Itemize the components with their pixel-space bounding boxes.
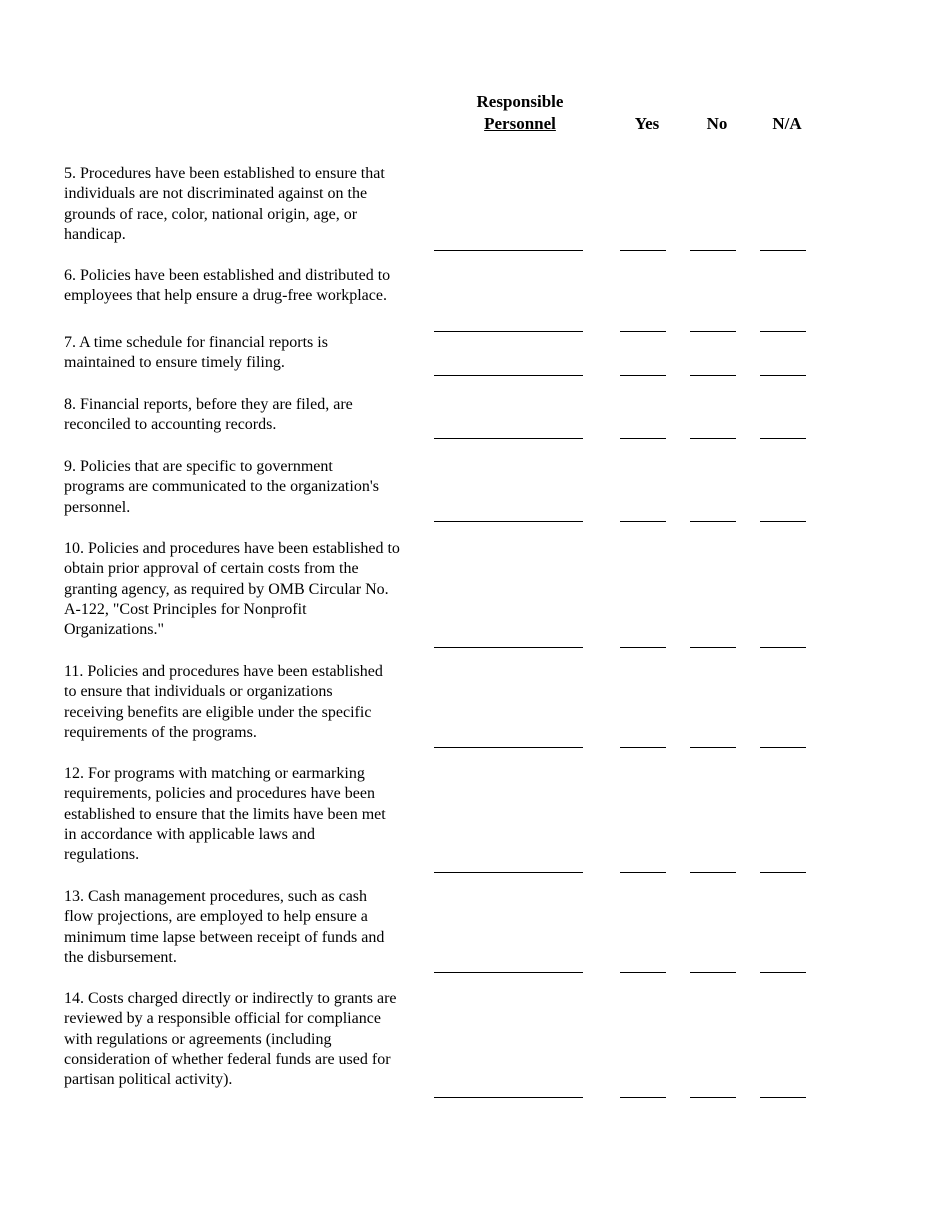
checklist-item-12: 12. For programs with matching or earmarking requirements, policies and procedures have been established to ensure that the limits have been met in accordance with applicable laws and regulations. [64,765,386,864]
yes-line-12[interactable] [620,872,666,873]
yes-line-6[interactable] [620,331,666,332]
no-line-6[interactable] [690,331,736,332]
yes-line-9[interactable] [620,521,666,522]
checklist-item-6: 6. Policies have been established and distributed to employees that help ensure a drug-free workplace. [64,267,391,305]
responsible-line-14[interactable] [434,1097,583,1098]
responsible-line-9[interactable] [434,521,583,522]
no-line-7[interactable] [690,375,736,376]
responsible-line-13[interactable] [434,972,583,973]
yes-line-7[interactable] [620,375,666,376]
checklist-item-8: 8. Financial reports, before they are filed, are reconciled to accounting records. [64,396,353,434]
responsible-line-6[interactable] [434,331,583,332]
na-line-14[interactable] [760,1097,806,1098]
no-line-5[interactable] [690,250,736,251]
header-na: N/A [772,114,802,133]
no-line-12[interactable] [690,872,736,873]
responsible-line-5[interactable] [434,250,583,251]
responsible-line-8[interactable] [434,438,583,439]
na-line-13[interactable] [760,972,806,973]
checklist-item-7: 7. A time schedule for financial reports is maintained to ensure timely filing. [64,334,328,372]
na-line-9[interactable] [760,521,806,522]
na-line-8[interactable] [760,438,806,439]
checklist-item-14: 14. Costs charged directly or indirectly to grants are reviewed by a responsible official for compliance with regulations or agreements (including consideration of whether federal funds are used for partisan political activity). [64,990,397,1089]
responsible-line-7[interactable] [434,375,583,376]
no-line-14[interactable] [690,1097,736,1098]
yes-line-8[interactable] [620,438,666,439]
responsible-line-11[interactable] [434,747,583,748]
na-line-12[interactable] [760,872,806,873]
na-line-7[interactable] [760,375,806,376]
no-line-11[interactable] [690,747,736,748]
no-line-9[interactable] [690,521,736,522]
yes-line-5[interactable] [620,250,666,251]
header-yes: Yes [634,114,660,133]
yes-line-10[interactable] [620,647,666,648]
header-responsible-personnel [458,91,582,135]
na-line-11[interactable] [760,747,806,748]
yes-line-13[interactable] [620,972,666,973]
header-no: No [706,114,728,133]
responsible-line-12[interactable] [434,872,583,873]
header-responsible-line1: Responsible [476,92,564,111]
na-line-6[interactable] [760,331,806,332]
na-line-5[interactable] [760,250,806,251]
yes-line-11[interactable] [620,747,666,748]
responsible-line-10[interactable] [434,647,583,648]
checklist-item-13: 13. Cash management procedures, such as cash flow projections, are employed to help ensure a minimum time lapse between receipt of funds and the disbursement. [64,888,385,966]
no-line-10[interactable] [690,647,736,648]
na-line-10[interactable] [760,647,806,648]
checklist-item-9: 9. Policies that are specific to government programs are communicated to the organization's personnel. [64,458,379,516]
header-responsible-line2: Personnel [484,114,556,133]
checklist-item-11: 11. Policies and procedures have been established to ensure that individuals or organizations receiving benefits are eligible under the specific requirements of the programs. [64,663,383,741]
no-line-13[interactable] [690,972,736,973]
no-line-8[interactable] [690,438,736,439]
checklist-item-10: 10. Policies and procedures have been established to obtain prior approval of certain costs from the granting agency, as required by OMB Circular No. A-122, "Cost Principles for Nonprofit Organizations." [64,540,400,639]
yes-line-14[interactable] [620,1097,666,1098]
checklist-item-5: 5. Procedures have been established to ensure that individuals are not discriminated against on the grounds of race, color, national origin, age, or handicap. [64,165,385,243]
